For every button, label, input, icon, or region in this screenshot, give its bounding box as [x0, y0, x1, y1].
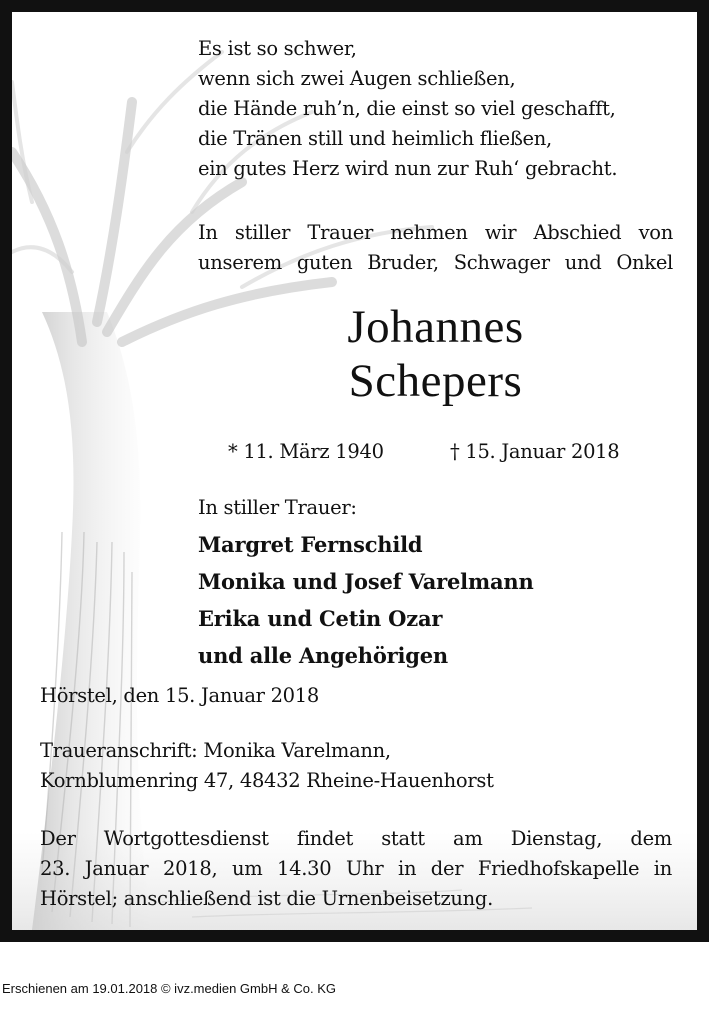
- mourning-address: [40, 736, 494, 796]
- poem-line: die Tränen still und heimlich fließen,: [198, 127, 552, 150]
- mourner-name: und alle Angehörigen: [198, 643, 448, 668]
- service-line: 23. Januar 2018, um 14.30 Uhr in der Friedhofskapelle in: [40, 857, 672, 880]
- poem-line: Es ist so schwer,: [198, 37, 357, 60]
- deceased-name: [198, 300, 673, 408]
- mourners-list: [198, 526, 673, 674]
- mourner-name: Erika und Cetin Ozar: [198, 606, 443, 631]
- deceased-last-name: Schepers: [348, 355, 523, 407]
- poem-line: die Hände ruh’n, die einst so viel geschafft,: [198, 97, 616, 120]
- mourner-name: Monika und Josef Varelmann: [198, 569, 534, 594]
- poem: [198, 34, 673, 184]
- intro-line: In stiller Trauer nehmen wir Abschied von: [198, 221, 673, 244]
- service-line: Hörstel; anschließend ist die Urnenbeisetzung.: [40, 887, 494, 910]
- deceased-first-name: Johannes: [347, 301, 524, 353]
- notice-content: [12, 12, 697, 930]
- service-line: Der Wortgottesdienst findet statt am Dienstag, dem: [40, 827, 672, 850]
- address-line: Kornblumenring 47, 48432 Rheine-Hauenhorst: [40, 769, 494, 792]
- place-and-date: Hörstel, den 15. Januar 2018: [40, 684, 320, 707]
- publication-credit: Erschienen am 19.01.2018 © ivz.medien GmbH & Co. KG: [2, 981, 337, 996]
- intro-text: [198, 218, 673, 278]
- intro-line: unserem guten Bruder, Schwager und Onkel: [198, 251, 673, 274]
- death-date: † 15. Januar 2018: [450, 440, 620, 463]
- address-line: Traueranschrift: Monika Varelmann,: [40, 739, 391, 762]
- mourners-label: In stiller Trauer:: [198, 496, 357, 519]
- mourner-name: Margret Fernschild: [198, 532, 423, 557]
- poem-line: wenn sich zwei Augen schließen,: [198, 67, 516, 90]
- funeral-service-info: [40, 824, 672, 914]
- poem-line: ein gutes Herz wird nun zur Ruh‘ gebracht.: [198, 157, 618, 180]
- birth-date: * 11. März 1940: [228, 440, 384, 463]
